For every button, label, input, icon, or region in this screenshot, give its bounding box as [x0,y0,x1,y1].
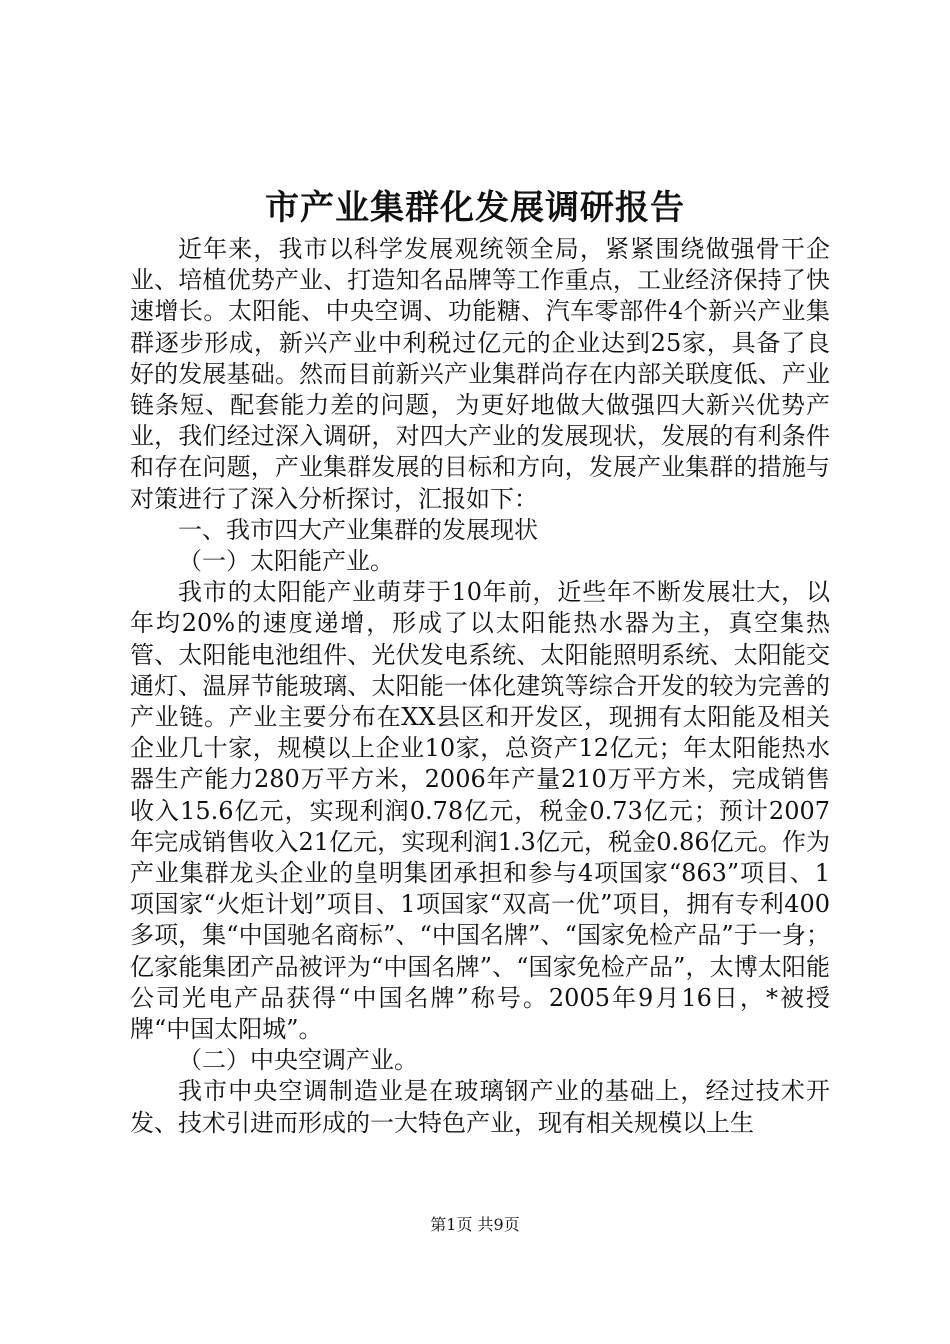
subsection-heading-solar: （一）太阳能产业。 [178,547,394,576]
paragraph-solar: 我市的太阳能产业萌芽于10年前，近些年不断发展壮大，以年均20%的速度递增，形成了以太阳能热水器为主，真空集热管、太阳能电池组件、光伏发电系统、太阳能照明系统、太阳能交通灯、温屏节能玻璃、太阳能一体化建筑等综合开发的较为完善的产业链。产业主要分布在XX县区和开发区，现拥有太阳能及相关企业几十家，规模以上企业10家，总资产12亿元；年太阳能热水器生产能力280万平方米，2006年产量210万平方米，完成销售收入15.6亿元，实现利润0.78亿元，税金0.73亿元；预计2007年完成销售收入21亿元，实现利润1.3亿元，税金0.86亿元。作为产业集群龙头企业的皇明集团承担和参与4项国家“863”项目、1项国家“火炬计划”项目、1项国家“双高一优”项目，拥有专利400多项，集“中国驰名商标”、“中国名牌”、“国家免检产品”于一身；亿家能集团产品被评为“中国名牌”、“国家免检产品”，太博太阳能公司光电产品获得“中国名牌”称号。2005年9月16日，*被授牌“中国太阳城”。 [130,578,830,1044]
paragraph-intro: 近年来，我市以科学发展观统领全局，紧紧围绕做强骨干企业、培植优势产业、打造知名品牌等工作重点，工业经济保持了快速增长。太阳能、中央空调、功能糖、汽车零部件4个新兴产业集群逐步形成，新兴产业中利税过亿元的企业达到25家，具备了良好的发展基础。然而目前新兴产业集群尚存在内部关联度低、产业链条短、配套能力差的问题，为更好地做大做强四大新兴优势产业，我们经过深入调研，对四大产业的发展现状，发展的有利条件和存在问题，产业集群发展的目标和方向，发展产业集群的措施与对策进行了深入分析探讨，汇报如下： [130,235,830,513]
document-body [130,234,830,1139]
page-footer: 第1页 共9页 [430,1215,520,1234]
document-title: 市产业集群化发展调研报告 [265,188,685,228]
paragraph-ac: 我市中央空调制造业是在玻璃钢产业的基础上，经过技术开发、技术引进而形成的一大特色产业，现有相关规模以上生 [130,1077,830,1137]
subsection-heading-ac: （二）中央空调产业。 [178,1046,418,1075]
section-heading: 一、我市四大产业集群的发展现状 [178,515,538,544]
